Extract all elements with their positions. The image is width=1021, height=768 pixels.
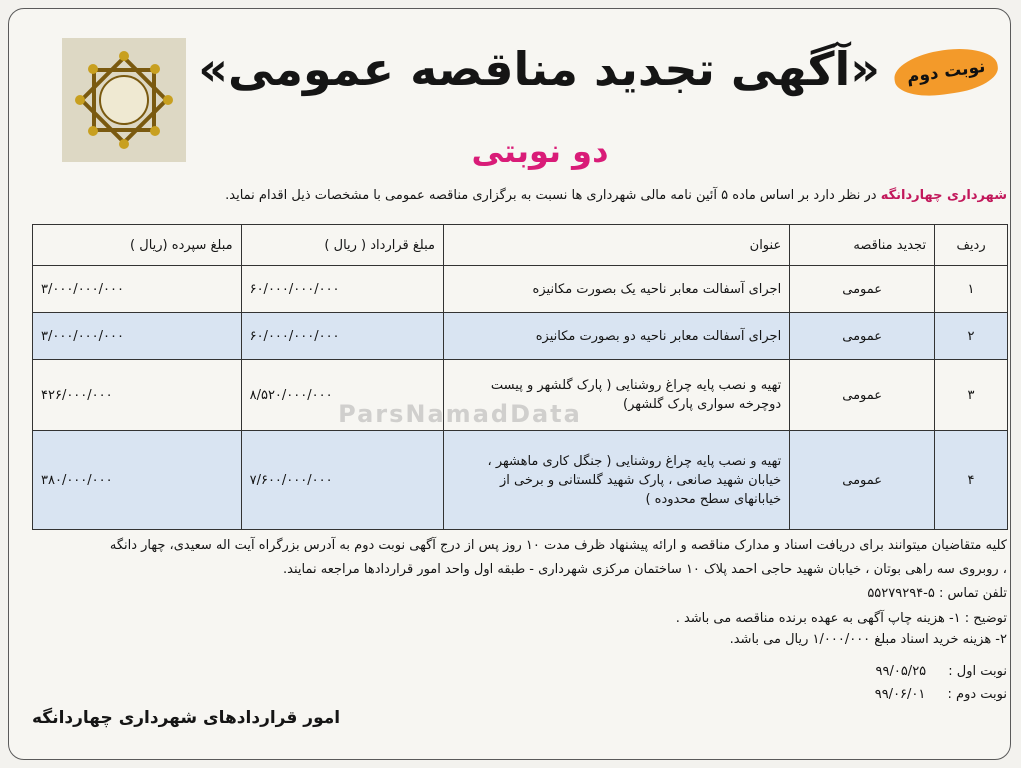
municipality-logo <box>62 38 186 162</box>
footer-signature: امور قراردادهای شهرداری چهاردانگه <box>32 708 341 728</box>
second-date-line <box>727 683 1007 706</box>
table-row <box>33 313 1008 360</box>
watermark: ParsNamadData <box>338 400 582 428</box>
body-line: ، روبروی سه راهی بوتان ، خیابان شهید حاجی احمد پلاک ۱۰ ساختمان مرکزی شهرداری - طبقه اول واحد امور قراردادها مراجعه نمایند. <box>283 562 1007 577</box>
col-header-title: عنوان <box>443 225 789 266</box>
second-date-label: نوبت دوم : <box>947 687 1007 702</box>
cell-type: عمومی <box>790 431 935 530</box>
note-line: ۲- هزینه خرید اسناد مبلغ ۱/۰۰۰/۰۰۰ ریال می باشد. <box>729 632 1007 647</box>
tender-table <box>32 224 1008 530</box>
cell-index: ۴ <box>935 431 1008 530</box>
intro-text: در نظر دارد بر اساس ماده ۵ آئین نامه مالی شهرداری ها نسبت به برگزاری مناقصه عمومی با مشخصات ذیل اقدام نماید. <box>225 188 881 203</box>
second-date-value: ۹۹/۰۶/۰۱ <box>874 687 926 702</box>
cell-deposit-amount: ۳/۰۰۰/۰۰۰/۰۰۰ <box>33 313 242 360</box>
cell-index: ۱ <box>935 266 1008 313</box>
phone-line: تلفن تماس : ۵-۵۵۲۷۹۲۹۴ <box>867 586 1007 601</box>
notes <box>17 608 1007 650</box>
body-paragraph <box>17 534 1007 606</box>
note-line: توضیح : ۱- هزینه چاپ آگهی به عهده برنده مناقصه می باشد . <box>675 611 1007 626</box>
cell-type: عمومی <box>790 266 935 313</box>
cell-deposit-amount: ۳/۰۰۰/۰۰۰/۰۰۰ <box>33 266 242 313</box>
page-subtitle: دو نوبتی <box>471 132 609 170</box>
cell-title: تهیه و نصب پایه چراغ روشنایی ( پارک گلشهر و پیست دوچرخه سواری پارک گلشهر) <box>443 360 789 431</box>
cell-deposit-amount: ۳۸۰/۰۰۰/۰۰۰ <box>33 431 242 530</box>
first-date-line <box>727 660 1007 683</box>
cell-title: اجرای آسفالت معابر ناحیه دو بصورت مکانیزه <box>443 313 789 360</box>
first-date-value: ۹۹/۰۵/۲۵ <box>875 664 927 679</box>
cell-type: عمومی <box>790 313 935 360</box>
table-header-row <box>33 225 1008 266</box>
second-notice-badge: نوبت دوم <box>891 43 1000 101</box>
publication-dates <box>727 660 1007 706</box>
cell-contract-amount: ۸/۵۲۰/۰۰۰/۰۰۰ <box>241 360 443 431</box>
first-date-label: نوبت اول : <box>948 664 1007 679</box>
cell-index: ۳ <box>935 360 1008 431</box>
cell-deposit-amount: ۴۲۶/۰۰۰/۰۰۰ <box>33 360 242 431</box>
col-header-contract: مبلغ قرارداد ( ریال ) <box>241 225 443 266</box>
cell-type: عمومی <box>790 360 935 431</box>
col-header-type: تجدید مناقصه <box>790 225 935 266</box>
cell-contract-amount: ۶۰/۰۰۰/۰۰۰/۰۰۰ <box>241 266 443 313</box>
body-line: کلیه متقاضیان میتوانند برای دریافت اسناد و مدارک مناقصه و ارائه پیشنهاد ظرف مدت ۱۰ روز پس از درج آگهی نوبت دوم به آدرس بزرگراه آیت اله سعیدی، چهار دانگه <box>109 538 1007 553</box>
cell-title: تهیه و نصب پایه چراغ روشنایی ( جنگل کاری ماهشهر ، خیابان شهید صانعی ، پارک شهید گلستانی و برخی از خیابانهای سطح محدوده ) <box>443 431 789 530</box>
table-row <box>33 360 1008 431</box>
col-header-deposit: مبلغ سپرده (ریال ) <box>33 225 242 266</box>
page-title: «آگهی تجدید مناقصه عمومی» <box>198 42 880 96</box>
cell-index: ۲ <box>935 313 1008 360</box>
intro-paragraph <box>17 188 1007 203</box>
cell-contract-amount: ۶۰/۰۰۰/۰۰۰/۰۰۰ <box>241 313 443 360</box>
intro-org-name: شهرداری چهاردانگه <box>880 188 1007 203</box>
cell-title: اجرای آسفالت معابر ناحیه یک بصورت مکانیزه <box>443 266 789 313</box>
col-header-index: ردیف <box>935 225 1008 266</box>
table-row <box>33 431 1008 530</box>
cell-contract-amount: ۷/۶۰۰/۰۰۰/۰۰۰ <box>241 431 443 530</box>
table-row <box>33 266 1008 313</box>
